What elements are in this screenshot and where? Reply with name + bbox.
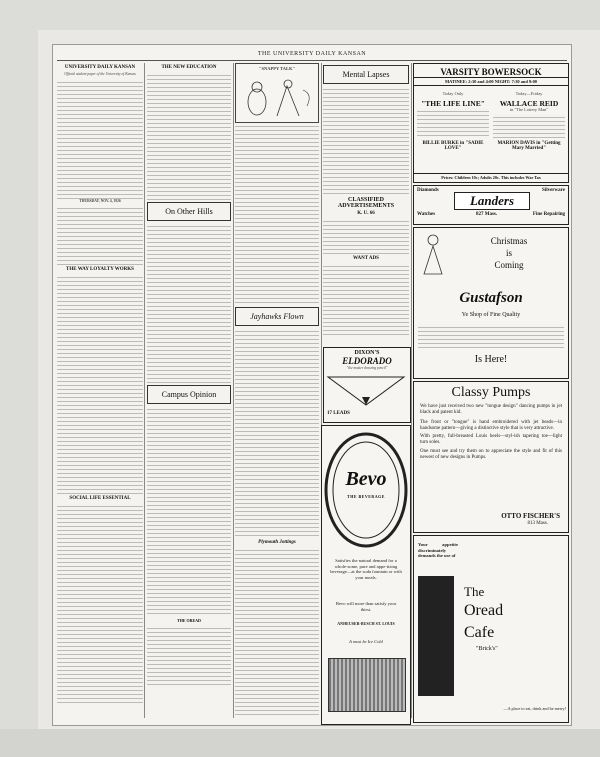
want-ads-body <box>323 263 409 335</box>
bevo-maker: ANHEUSER-BUSCH ST. LOUIS <box>337 621 395 626</box>
landers-watches: Watches <box>417 212 436 217</box>
editorial-body <box>57 274 143 494</box>
film2-description <box>493 114 565 138</box>
social-head: SOCIAL LIFE ESSENTIAL <box>69 496 131 502</box>
column-rule <box>411 63 412 718</box>
brewery-illustration <box>328 658 406 712</box>
pumps-paragraph-3: With pretty, full-breasted Louis heels—styl-ish tapering toe—light turn soles. <box>420 434 562 446</box>
film-wallace-reid: WALLACE REID <box>499 98 559 108</box>
film-marion-davis: MARION DAVIS in "Getting Mary Married" <box>497 141 561 152</box>
varsity-bowersock-ad <box>413 63 569 183</box>
plymouth-body <box>235 547 319 717</box>
bevo-cold: It must be Ice Cold <box>349 639 383 644</box>
bevo-text: Satisfies the natural demand for a whole-some, pure and appe-tizing beverage—at the soda fountain or with your meals. <box>330 558 402 580</box>
christmas-line-2: is <box>505 248 512 258</box>
running-head: THE UNIVERSITY DAILY KANSAN <box>257 51 367 57</box>
theater-prices: Prices: Children 10c; Adults 20c. This includes War Tax <box>414 173 568 180</box>
campus-opinion-body <box>147 406 231 616</box>
cartoon-caption: "SNAPPY TALK" <box>258 66 296 71</box>
editorial-head: THE WAY LOYALTY WORKS <box>66 267 134 273</box>
jayhawks-body <box>235 328 319 538</box>
bevo-subtitle: THE BEVERAGE <box>347 494 385 499</box>
bevo-ad <box>321 425 411 725</box>
oread-footer-body <box>147 625 231 685</box>
oread-cafe-ad <box>413 535 569 723</box>
gustafson-logo: Gustafson <box>459 290 523 306</box>
editorial-notice <box>57 205 143 265</box>
oread-cafe: Cafe <box>464 624 495 641</box>
newspaper-page <box>52 44 572 726</box>
oread-bricks: "Brick's" <box>476 646 498 652</box>
fischer-pumps-ad <box>413 381 569 533</box>
fischer-name: OTTO FISCHER'S <box>501 512 560 520</box>
column-rule <box>233 63 234 718</box>
classified-rates <box>323 218 409 254</box>
scan-top-margin <box>0 0 600 30</box>
theater-title: VARSITY BOWERSOCK <box>440 67 542 77</box>
jayhawks-head: Jayhawks Flown <box>250 312 304 321</box>
oread-name: Oread <box>464 602 504 619</box>
landers-address: 827 Mass. <box>476 212 498 217</box>
pumps-paragraph-2: The front or "tongue" is hand embroidered with jet beads—in handsome pattern—giving a distinctive style that is very attractive. <box>420 419 562 431</box>
paper-name: UNIVERSITY DAILY KANSAN <box>64 65 136 70</box>
landers-logo: Landers <box>454 192 530 210</box>
education-head: THE NEW EDUCATION <box>161 65 217 70</box>
mental-lapses-body <box>323 86 409 196</box>
jayhawks-box <box>235 307 319 326</box>
cartoon-drawing-icon <box>237 76 319 120</box>
column-cartoon <box>235 63 319 718</box>
pumps-head: Classy Pumps <box>451 385 531 400</box>
scan-bottom-margin <box>0 729 600 757</box>
paper-subtitle: Official student paper of the University of Kansas <box>64 72 136 76</box>
header-rule <box>57 60 567 61</box>
campus-opinion-box <box>147 385 231 404</box>
landers-silverware: Silverware <box>542 188 565 193</box>
staff-listing <box>57 79 143 199</box>
social-body <box>57 503 143 703</box>
dixon-name: ELDORADO <box>342 356 392 366</box>
scan-left-margin <box>0 0 38 757</box>
theater-matinee: MATINEE: 2:30 and 4:00 NIGHT: 7:30 and 9:00 <box>414 77 568 86</box>
gustafson-here: Is Here! <box>474 354 508 365</box>
dixon-eldorado-ad <box>323 347 411 423</box>
want-ads-head: WANT ADS <box>353 256 379 261</box>
pencil-icon <box>324 373 408 407</box>
classified-head: CLASSIFIED ADVERTISEMENTS <box>337 197 395 209</box>
cartoon-panel <box>235 63 319 123</box>
dixon-brand: DIXON'S <box>354 350 380 356</box>
film-billie-burke: BILLIE BURKE in "SADIE LOVE" <box>422 140 484 151</box>
fischer-address: 813 Mass. <box>527 521 548 527</box>
today-only: Today Only <box>442 91 464 96</box>
column-education <box>147 63 231 718</box>
christmas-line-3: Coming <box>494 260 524 270</box>
oread-left-text: Your appetite discriminately demands the use of <box>418 542 458 559</box>
bevo-text-2: Bevo will more than satisfy your thirst. <box>335 601 397 612</box>
oread-the: The <box>464 584 485 599</box>
dixon-tagline: "the master drawing pencil" <box>346 366 388 370</box>
figure-illustration-icon <box>418 232 448 276</box>
gustafson-body <box>418 324 564 348</box>
dixon-leads: 17 LEADS <box>327 411 350 416</box>
landers-repairing: Fine Repairing <box>532 212 565 217</box>
cartoon-story <box>235 123 319 305</box>
plymouth-head: Plymouth Jottings <box>258 540 296 545</box>
other-hills-box <box>147 202 231 221</box>
landers-ad <box>413 185 569 225</box>
film-lottery-man: in "The Lottery Man" <box>509 106 549 112</box>
column-editorial <box>57 63 143 718</box>
film-life-line: "THE LIFE LINE" <box>421 98 485 108</box>
today-friday: Today—Friday <box>515 91 543 96</box>
gustafson-tagline: Ye Shop of Fine Quality <box>461 312 521 318</box>
mental-lapses-head: Mental Lapses <box>342 70 390 79</box>
pumps-paragraph-4: One must see and try them on to appreciate the style and fit of this newest of new designs in Pumps. <box>420 448 562 461</box>
other-hills-body <box>147 223 231 383</box>
gustafson-ad <box>413 227 569 379</box>
mental-lapses-box <box>323 65 409 84</box>
column-rule <box>144 63 145 718</box>
pumps-paragraph-1: We have just received two new "tongue design" dancing pumps in jet black and patent kid. <box>420 404 562 416</box>
dateline: THURSDAY, NOV. 4, 1926 <box>79 198 121 203</box>
christmas-line-1: Christmas <box>490 236 528 246</box>
landers-diamonds: Diamonds <box>417 188 439 193</box>
campus-opinion-head: Campus Opinion <box>161 390 217 399</box>
classified-phone: K. U. 66 <box>357 211 375 216</box>
oread-tagline: —A place to eat, drink and be merry! <box>503 706 566 711</box>
education-body <box>147 72 231 200</box>
oread-footer-head: THE OREAD <box>177 618 201 623</box>
bevo-name: Bevo <box>345 468 387 490</box>
film1-description <box>417 108 489 138</box>
oread-dark-panel <box>418 576 454 696</box>
other-hills-head: On Other Hills <box>165 207 213 216</box>
